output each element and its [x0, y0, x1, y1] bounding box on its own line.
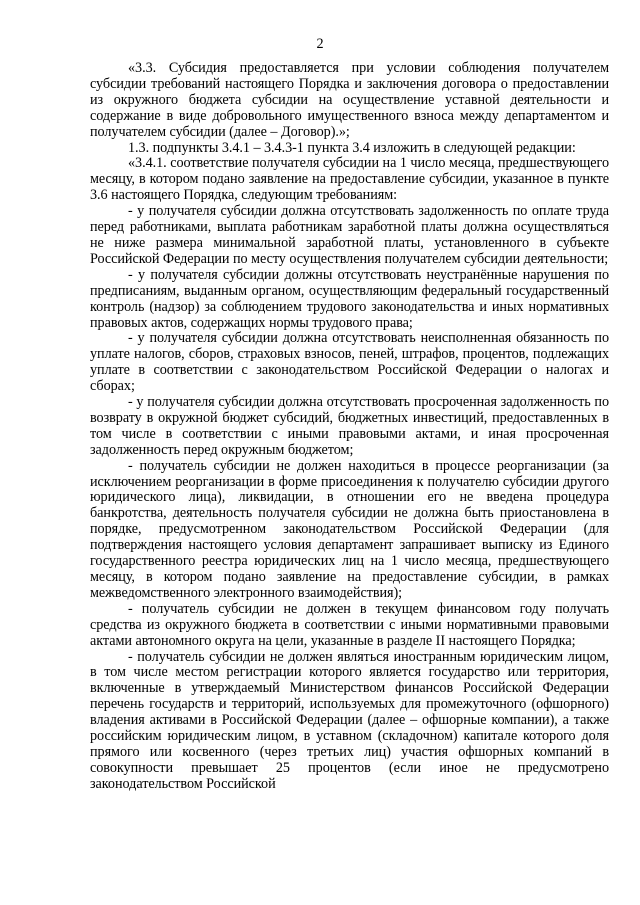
requirement-reorganization: - получатель субсидии не должен находиться в процессе реорганизации (за исключением реорганизации в форме присоединения к получателю субсидии другого юридического лица), ликвидации, в отношении его не введена процедура банкротства, деятельность получателя субсидии не должна быть приостановлена в порядке, предусмотренном законодательством Российской Федерации (для подтверждения настоящего условия департамент запрашивает выписку из Единого государственного реестра юридических лиц на 1 число месяца, предшествующего месяцу, в котором подано заявление на предоставление субсидии, в рамках межведомственного электронного взаимодействия); [90, 457, 609, 601]
page-number: 2 [316, 36, 324, 52]
document-body [90, 61, 609, 793]
requirement-labor-violations: - у получателя субсидии должны отсутствовать неустранённые нарушения по предписаниям, выданным органом, осуществляющим федеральный государственный контроль (надзор) за соблюдением трудового законодательства и иных нормативных правовых актов, содержащих нормы трудового права; [90, 266, 609, 331]
paragraph-3-4-1: «3.4.1. соответствие получателя субсидии на 1 число месяца, предшествующего месяцу, в котором подано заявление на предоставление субсидии, указанное в пункте 3.6 настоящего Порядка, следующим требованиям: [90, 155, 609, 204]
paragraph-1-3: 1.3. подпункты 3.4.1 – 3.4.3-1 пункта 3.4 изложить в следующей редакции: [128, 139, 576, 156]
requirement-other-funding: - получатель субсидии не должен в текущем финансовом году получать средства из окружного бюджета в соответствии с иными нормативными правовыми актами автономного округа на цели, указанные в разделе II настоящего Порядка; [90, 600, 609, 649]
paragraph-3-3: «3.3. Субсидия предоставляется при условии соблюдения получателем субсидии требований настоящего Порядка и заключения договора о предоставлении из окружного бюджета субсидии на осуществление уставной деятельности и содержание в виде добровольного имущественного взноса между департаментом и получателем субсидии (далее – Договор).»; [90, 60, 609, 140]
requirement-budget-debt: - у получателя субсидии должна отсутствовать просроченная задолженность по возврату в окружной бюджет субсидий, бюджетных инвестиций, предоставленных в том числе в соответствии с иными правовыми актами, и иная просроченная задолженность перед окружным бюджетом; [90, 394, 609, 458]
requirement-tax-obligations: - у получателя субсидии должна отсутствовать неисполненная обязанность по уплате налогов, сборов, страховых взносов, пеней, штрафов, процентов, подлежащих уплате в соответствии с законодательством Российской Федерации о налогах и сборах; [90, 330, 609, 395]
requirement-offshore: - получатель субсидии не должен являться иностранным юридическим лицом, в том числе местом регистрации которого является государство или территория, включенные в утверждаемый Министерством финансов Российской Федерации перечень государств и территорий, используемых для промежуточного (офшорного) владения активами в Российской Федерации (далее – офшорные компании), а также российским юридическим лицом, в уставном (складочном) капитале которого доля прямого или косвенного (через третьих лиц) участия офшорных компаний в совокупности превышает 25 процентов (если иное не предусмотрено законодательством Российской [90, 648, 609, 792]
requirement-wage-arrears: - у получателя субсидии должна отсутствовать задолженность по оплате труда перед работниками, выплата работникам заработной платы должна осуществляться не ниже размера минимальной заработной платы, установленного в субъекте Российской Федерации по месту осуществления получателем субсидии деятельности; [90, 203, 609, 267]
